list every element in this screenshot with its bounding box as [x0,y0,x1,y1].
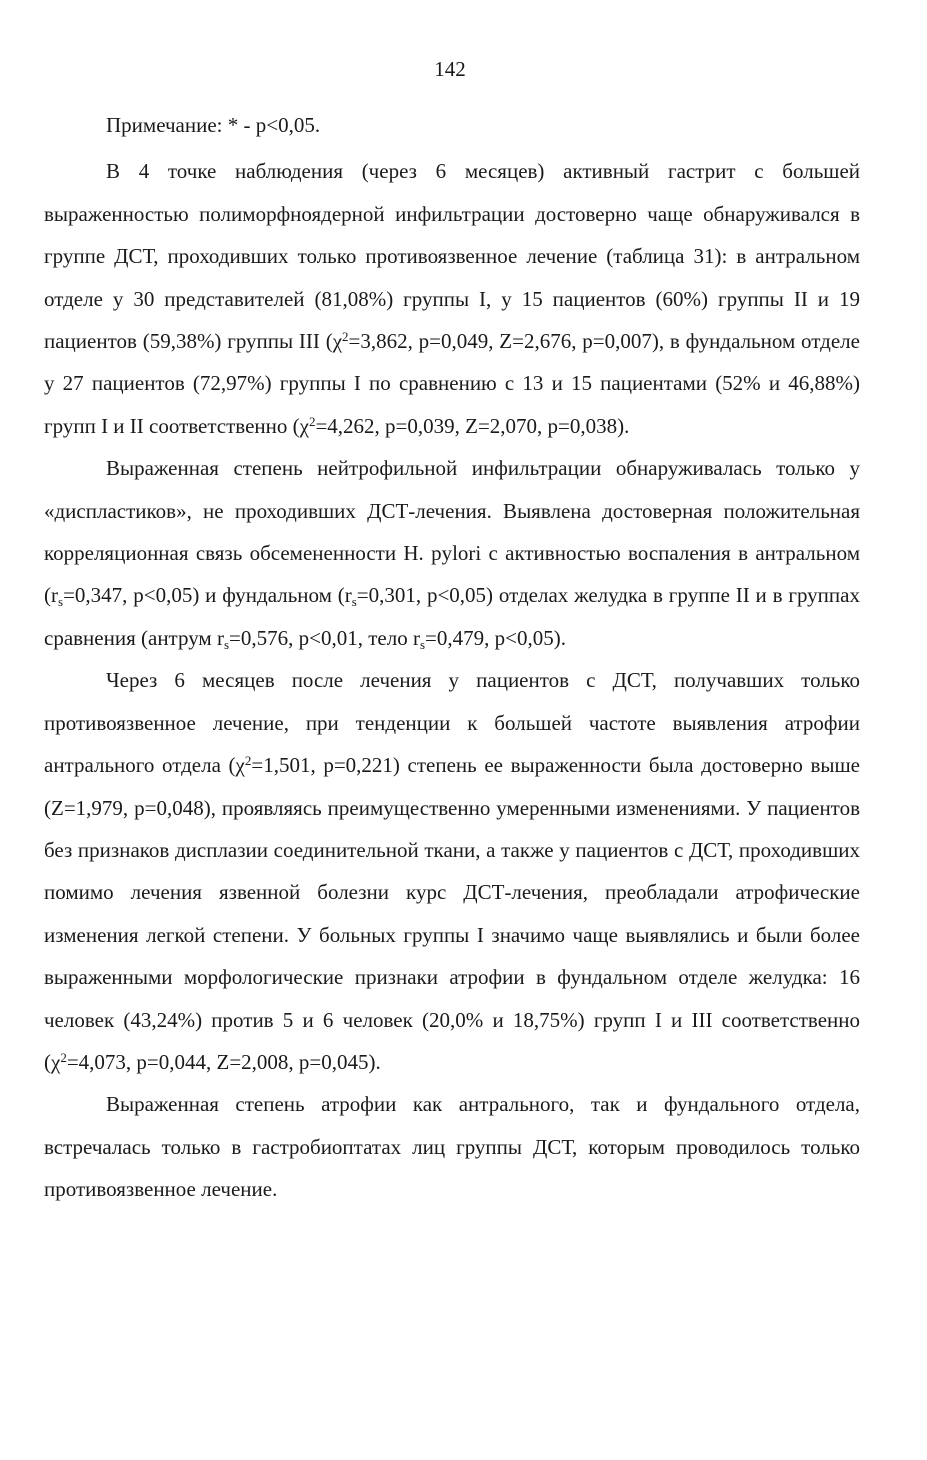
paragraph-neutrophil-infiltration [44,447,860,659]
subscript: s [419,636,426,652]
subscript: s [223,636,230,652]
paragraph-severe-atrophy [44,1083,860,1210]
text-run: Выраженная степень атрофии как антрального, так и фундального отдела, встречалась только в гастробиоптатах лиц группы ДСТ, которым проводилось только противоязвенное лечение. [44,1092,860,1202]
paragraph-gastritis-activity [44,150,860,447]
text-run: Через 6 месяцев после лечения у пациентов с ДСТ, получавших только противоязвенное лечение, при тенденции к большей частоте выявления атрофии антрального отдела (χ [44,668,860,778]
text-run: =1,501, p=0,221) степень ее выраженности была достоверно выше (Z=1,979, p=0,048), проявляясь преимущественно умеренными изменениями. У пациентов без признаков дисплазии соединительной ткани, а также у пациентов с ДСТ, проходивших помимо лечения язвенной болезни курс ДСТ-лечения, преобладали атрофические изменения легкой степени. У больных группы I значимо чаще выявлялись и были более выраженными морфологические признаки атрофии в фундальном отделе желудка: 16 человек (43,24%) против 5 и 6 человек (20,0% и 18,75%) групп I и III соответственно (χ [44,753,860,1074]
text-run: =4,073, p=0,044, Z=2,008, p=0,045). [66,1049,381,1074]
text-run: =0,576, p<0,01, тело r [229,625,420,650]
text-run: =0,479, p<0,05). [425,625,566,650]
superscript: 2 [308,413,316,429]
text-run: =4,262, p=0,039, Z=2,070, p=0,038). [315,413,630,438]
subscript: s [58,594,64,610]
text-run: В 4 точке наблюдения (через 6 месяцев) активный гастрит с большей выраженностью полиморфноядерной инфильтрации достоверно чаще обнаруживался в группе ДСТ, проходивших только противоязвенное лечение (таблица 31): в антральном отделе у 30 представителей (81,08%) группы I, у 15 пациентов (60%) группы II и 19 пациентов (59,38%) группы III (χ [44,159,860,354]
page-number: 142 [434,57,466,81]
superscript: 2 [244,753,252,769]
superscript: 2 [342,329,349,345]
text-run: =3,862, p=0,049, Z=2,676, p=0,007), в фундальном отделе у 27 пациентов (72,97%) группы I по сравнению с 13 и 15 пациентами (52% и 46,88%) групп I и II соответственно (χ [44,329,860,438]
paragraph-atrophy-after-treatment [44,659,860,1083]
document-body [44,104,860,1211]
text-run: =0,301, p<0,05) отделах желудка в группе II и в группах сравнения (антрум r [44,583,860,650]
text-run: Выраженная степень нейтрофильной инфильтрации обнаруживалась только у «диспластиков», не проходивших ДСТ-лечения. Выявлена достоверная положительная корреляционная связь обсемененности H. pylori с активностью воспаления в антральном (r [44,456,860,608]
subscript: s [351,594,357,610]
superscript: 2 [60,1049,67,1065]
table-note: Примечание: * - p<0,05. [106,113,321,137]
text-run: =0,347, p<0,05) и фундальном (r [63,583,352,608]
